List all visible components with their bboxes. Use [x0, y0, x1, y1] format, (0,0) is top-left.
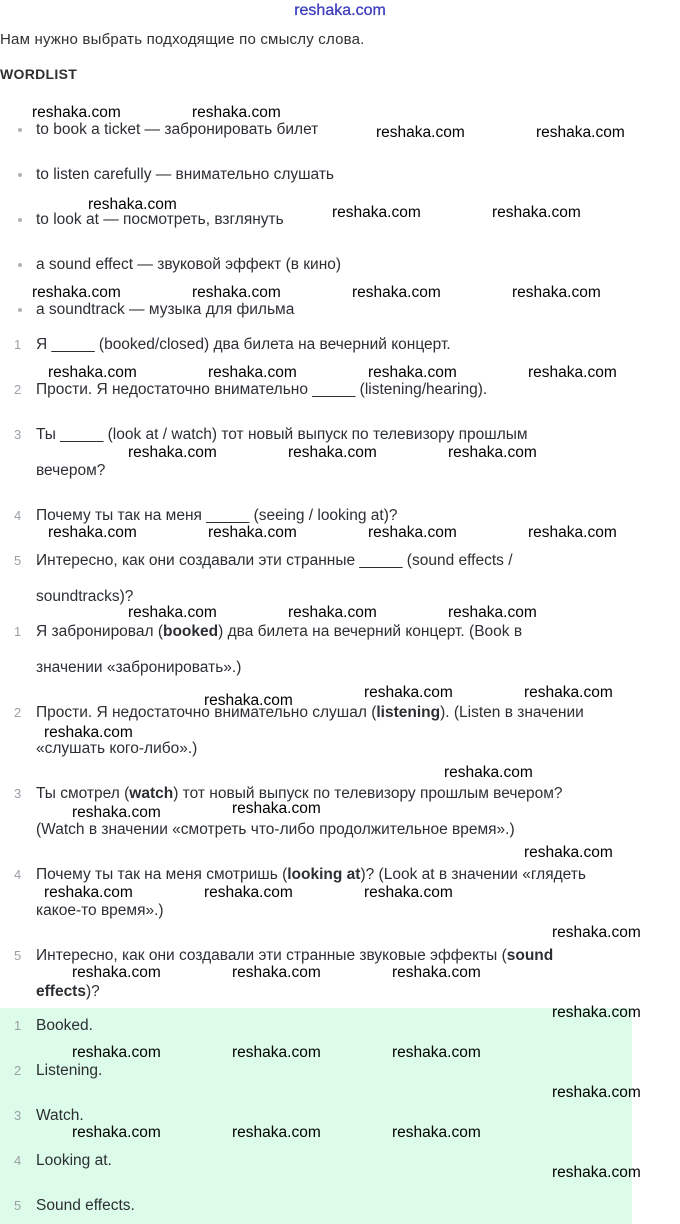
watermark: reshaka.com: [512, 284, 601, 301]
watermark: reshaka.com: [552, 1164, 641, 1181]
watermark: reshaka.com: [44, 724, 133, 741]
answer-number: 1: [14, 1018, 22, 1033]
watermark: reshaka.com: [368, 524, 457, 541]
watermark: reshaka.com: [32, 284, 121, 301]
watermark: reshaka.com: [552, 924, 641, 941]
watermark: reshaka.com: [72, 804, 161, 821]
watermark: reshaka.com: [72, 964, 161, 981]
watermark: reshaka.com: [232, 964, 321, 981]
wordlist-title: WORDLIST: [0, 66, 78, 82]
task-number: 3: [14, 427, 22, 442]
watermark: reshaka.com: [72, 1044, 161, 1061]
watermark: reshaka.com: [528, 364, 617, 381]
watermark: reshaka.com: [232, 1044, 321, 1061]
watermark: reshaka.com: [392, 964, 481, 981]
answer-number: 2: [14, 1063, 22, 1078]
task-number: 4: [14, 508, 22, 523]
watermark: reshaka.com: [332, 204, 421, 221]
watermark: reshaka.com: [364, 884, 453, 901]
bullet-icon: [18, 263, 22, 267]
bullet-icon: [18, 128, 22, 132]
watermark: reshaka.com: [204, 884, 293, 901]
watermark: reshaka.com: [48, 524, 137, 541]
solution-number: 5: [14, 948, 22, 963]
watermark: reshaka.com: [552, 1004, 641, 1021]
watermark: reshaka.com: [444, 764, 533, 781]
watermark: reshaka.com: [524, 684, 613, 701]
watermark: reshaka.com: [536, 124, 625, 141]
answer-number: 4: [14, 1153, 22, 1168]
answer-number: 3: [14, 1108, 22, 1123]
watermark: reshaka.com: [528, 524, 617, 541]
watermark: reshaka.com: [48, 364, 137, 381]
watermark: reshaka.com: [192, 284, 281, 301]
watermark: reshaka.com: [192, 104, 281, 121]
watermark: reshaka.com: [364, 684, 453, 701]
solution-number: 4: [14, 867, 22, 882]
watermark: reshaka.com: [204, 692, 293, 709]
watermark: reshaka.com: [128, 444, 217, 461]
task-number: 1: [14, 337, 22, 352]
watermark: reshaka.com: [32, 104, 121, 121]
watermark: reshaka.com: [552, 1084, 641, 1101]
watermark: reshaka.com: [392, 1044, 481, 1061]
watermark: reshaka.com: [448, 444, 537, 461]
watermark: reshaka.com: [392, 1124, 481, 1141]
watermark: reshaka.com: [88, 196, 177, 213]
watermark: reshaka.com: [72, 1124, 161, 1141]
watermark: reshaka.com: [208, 524, 297, 541]
watermark: reshaka.com: [352, 284, 441, 301]
bullet-icon: [18, 308, 22, 312]
solution-number: 3: [14, 786, 22, 801]
answer-number: 5: [14, 1198, 22, 1213]
watermark: reshaka.com: [492, 204, 581, 221]
watermark: reshaka.com: [376, 124, 465, 141]
task-number: 2: [14, 382, 22, 397]
watermark: reshaka.com: [232, 1124, 321, 1141]
solution-number: 2: [14, 705, 22, 720]
watermark: reshaka.com: [524, 844, 613, 861]
intro-text: Нам нужно выбрать подходящие по смыслу слова.: [0, 31, 365, 48]
watermark: reshaka.com: [288, 444, 377, 461]
bullet-icon: [18, 218, 22, 222]
watermark: reshaka.com: [232, 800, 321, 817]
watermark: reshaka.com: [128, 604, 217, 621]
watermark: reshaka.com: [368, 364, 457, 381]
site-link[interactable]: reshaka.com: [294, 2, 386, 19]
solution-number: 1: [14, 624, 22, 639]
watermark: reshaka.com: [448, 604, 537, 621]
task-number: 5: [14, 553, 22, 568]
bullet-icon: [18, 173, 22, 177]
watermark: reshaka.com: [288, 604, 377, 621]
watermark: reshaka.com: [208, 364, 297, 381]
watermark: reshaka.com: [44, 884, 133, 901]
